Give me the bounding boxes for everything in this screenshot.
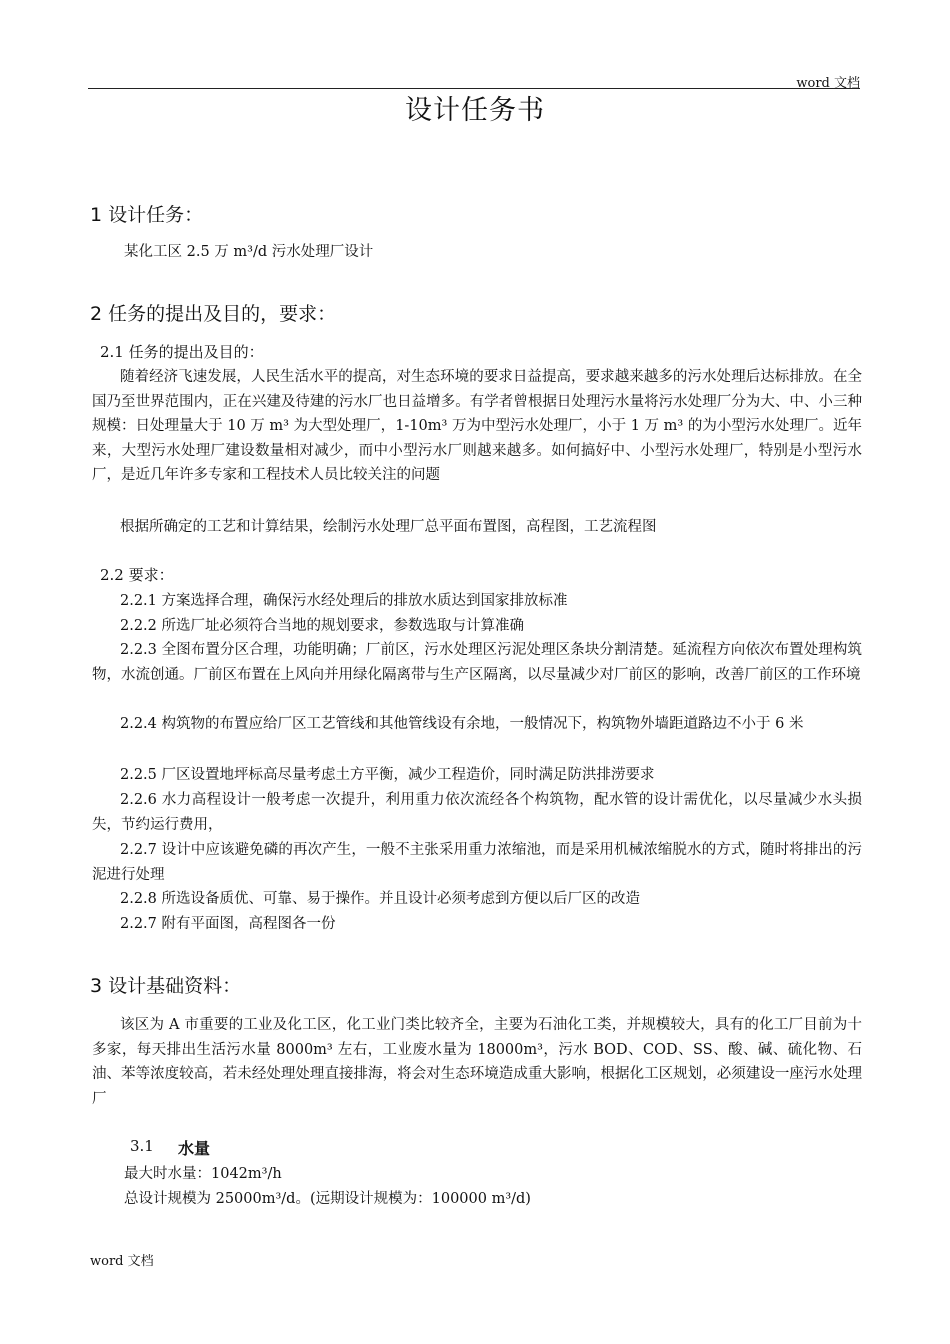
page-title: 设计任务书 (405, 95, 545, 126)
requirement-item: 2.2.3 全图布置分区合理，功能明确；厂前区，污水处理区污泥处理区条块分割清楚。延流程方向依次布置处理构筑物，水流创通。厂前区布置在上风向并用绿化隔离带与生产区隔离，以尽量减少对厂前区的影响，改善厂前区的工作环境 (92, 642, 862, 683)
section-1-heading: 1 设计任务： (90, 204, 204, 226)
water-volume-line: 总设计规模为 25000m³/d。(远期设计规模为：100000 m³/d) (124, 1191, 531, 1207)
section-2-heading: 2 任务的提出及目的，要求： (90, 303, 337, 325)
requirement-item: 2.2.6 水力高程设计一般考虑一次提升，利用重力依次流经各个构筑物，配水管的设计需优化，以尽量减少水头损失，节约运行费用， (92, 792, 862, 833)
page-header: word 文档 (796, 76, 860, 91)
requirement-item: 2.2.2 所选厂址必须符合当地的规划要求，参数选取与计算准确 (120, 618, 525, 634)
section-2-1-paragraph-1: 随着经济飞速发展，人民生活水平的提高，对生态环境的要求日益提高，要求越来越多的污水处理后达标排放。在全国乃至世界范围内，正在兴建及待建的污水厂也日益增多。有学者曾根据日处理污水量将污水处理厂分为大、中、小三种规模：日处理量大于 10 万 m³ 为大型处理厂，1-10m³ 万为中型污水处理厂，小于 1 万 m³ 的为小型污水处理厂。近年来，大型污水处理厂建设数量相对减少，而中小型污水厂则越来越多。如何搞好中、小型污水处理厂，特别是小型污水厂，是近几年许多专家和工程技术人员比较关注的问题 (92, 369, 862, 483)
section-2-2-heading: 2.2 要求： (100, 566, 174, 584)
section-2-1-heading: 2.1 任务的提出及目的： (100, 343, 264, 361)
section-1-content: 某化工区 2.5 万 m³/d 污水处理厂设计 (124, 244, 374, 260)
requirement-item: 2.2.4 构筑物的布置应给厂区工艺管线和其他管线设有余地，一般情况下，构筑物外墙距道路边不小于 6 米 (120, 716, 804, 732)
requirement-item: 2.2.1 方案选择合理，确保污水经处理后的排放水质达到国家排放标准 (120, 593, 568, 609)
page-footer: word 文档 (90, 1254, 154, 1269)
requirement-item: 2.2.7 设计中应该避免磷的再次产生，一般不主张采用重力浓缩池，而是采用机械浓缩脱水的方式，随时将排出的污泥进行处理 (92, 842, 862, 883)
requirement-item: 2.2.7 附有平面图，高程图各一份 (120, 916, 336, 932)
requirement-item: 2.2.8 所选设备质优、可靠、易于操作。并且设计必须考虑到方便以后厂区的改造 (120, 891, 641, 907)
water-volume-line: 最大时水量：1042m³/h (124, 1166, 282, 1182)
section-3-heading: 3 设计基础资料： (90, 975, 242, 997)
section-2-1-paragraph-2: 根据所确定的工艺和计算结果，绘制污水处理厂总平面布置图，高程图，工艺流程图 (120, 519, 657, 535)
section-3-paragraph: 该区为 A 市重要的工业及化工区，化工业门类比较齐全，主要为石油化工类，并规模较大，具有的化工厂目前为十多家，每天排出生活污水量 8000m³ 左右，工业废水量为 18000m³，污水 BOD、COD、SS、酸、碱、硫化物、石油、苯等浓度较高，若未经处理处理直接排海，将会对生态环境造成重大影响，根据化工区规划，必须建设一座污水处理厂 (92, 1017, 862, 1107)
requirement-item: 2.2.5 厂区设置地坪标高尽量考虑土方平衡，减少工程造价，同时满足防洪排涝要求 (120, 767, 655, 783)
section-3-1-number: 3.1 (130, 1137, 154, 1155)
section-3-1-heading: 水量 (178, 1139, 211, 1158)
